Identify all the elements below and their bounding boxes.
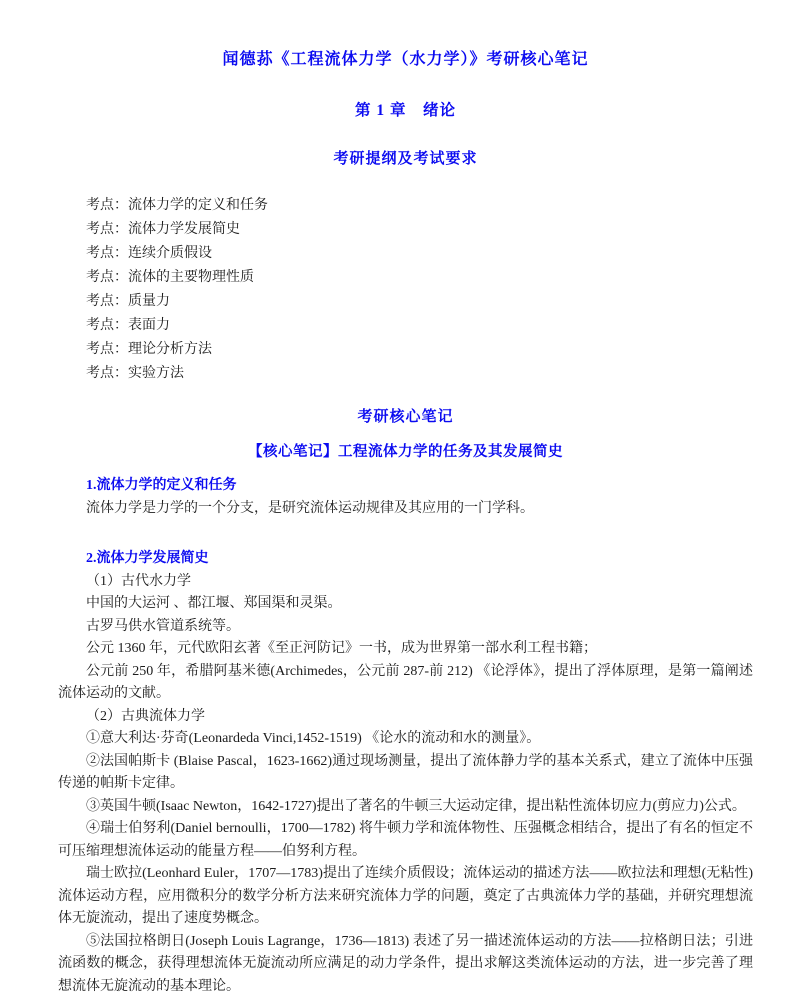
core-note-title: 【核心笔记】工程流体力学的任务及其发展简史: [58, 440, 753, 461]
exam-point: 考点：理论分析方法: [58, 338, 753, 362]
exam-point: 考点：表面力: [58, 314, 753, 338]
exam-point: 考点：流体力学发展简史: [58, 218, 753, 242]
document-title: 闻德荪《工程流体力学（水力学）》考研核心笔记: [58, 46, 753, 69]
notes-heading: 考研核心笔记: [58, 405, 753, 426]
exam-point: 考点：实验方法: [58, 362, 753, 386]
paragraph: （1）古代水力学: [58, 571, 753, 594]
paragraph: （2）古典流体力学: [58, 706, 753, 729]
section-definition: [58, 475, 753, 520]
paragraph: 公元前 250 年，希腊阿基米德(Archimedes，公元前 287-前 212) 《论浮体》，提出了浮体原理，是第一篇阐述流体运动的文献。: [58, 661, 753, 706]
exam-point: 考点：连续介质假设: [58, 242, 753, 266]
paragraph: ③英国牛顿(Isaac Newton，1642-1727)提出了著名的牛顿三大运动定律，提出粘性流体切应力(剪应力)公式。: [58, 796, 753, 819]
exam-point: 考点：流体力学的定义和任务: [58, 194, 753, 218]
paragraph: 公元 1360 年，元代欧阳玄著《至正河防记》一书，成为世界第一部水利工程书籍；: [58, 638, 753, 661]
outline-heading: 考研提纲及考试要求: [58, 147, 753, 168]
subsection-heading-history: 2.流体力学发展简史: [58, 548, 753, 571]
paragraph: 古罗马供水管道系统等。: [58, 616, 753, 639]
paragraph: 中国的大运河 、都江堰、郑国渠和灵渠。: [58, 593, 753, 616]
paragraph: ②法国帕斯卡 (Blaise Pascal，1623-1662)通过现场测量，提出了流体静力学的基本关系式，建立了流体中压强传递的帕斯卡定律。: [58, 751, 753, 796]
exam-point: 考点：流体的主要物理性质: [58, 266, 753, 290]
section-history: [58, 548, 753, 998]
exam-point: 考点：质量力: [58, 290, 753, 314]
paragraph: 流体力学是力学的一个分支，是研究流体运动规律及其应用的一门学科。: [58, 498, 753, 521]
chapter-heading: 第 1 章 绪论: [58, 98, 753, 120]
exam-point-list: [58, 194, 753, 386]
paragraph: ④瑞士伯努利(Daniel bernoulli，1700—1782) 将牛顿力学和流体物性、压强概念相结合，提出了有名的恒定不可压缩理想流体运动的能量方程——伯努利方程。: [58, 818, 753, 863]
paragraph: 瑞士欧拉(Leonhard Euler，1707—1783)提出了连续介质假设；流体运动的描述方法——欧拉法和理想(无粘性)流体运动方程，应用微积分的数学分析方法来研究流体力学的问题，奠定了古典流体力学的基础，并研究理想流体无旋流动，提出了速度势概念。: [58, 863, 753, 931]
paragraph: ①意大利达·芬奇(Leonardeda Vinci,1452-1519) 《论水的流动和水的测量》。: [58, 728, 753, 751]
subsection-heading-definition: 1.流体力学的定义和任务: [58, 475, 753, 498]
paragraph: ⑤法国拉格朗日(Joseph Louis Lagrange，1736—1813) 表述了另一描述流体运动的方法——拉格朗日法；引进流函数的概念，获得理想流体无旋流动所应满足的动力学条件，提出求解这类流体运动的方法，进一步完善了理想流体无旋流动的基本理论。: [58, 931, 753, 998]
